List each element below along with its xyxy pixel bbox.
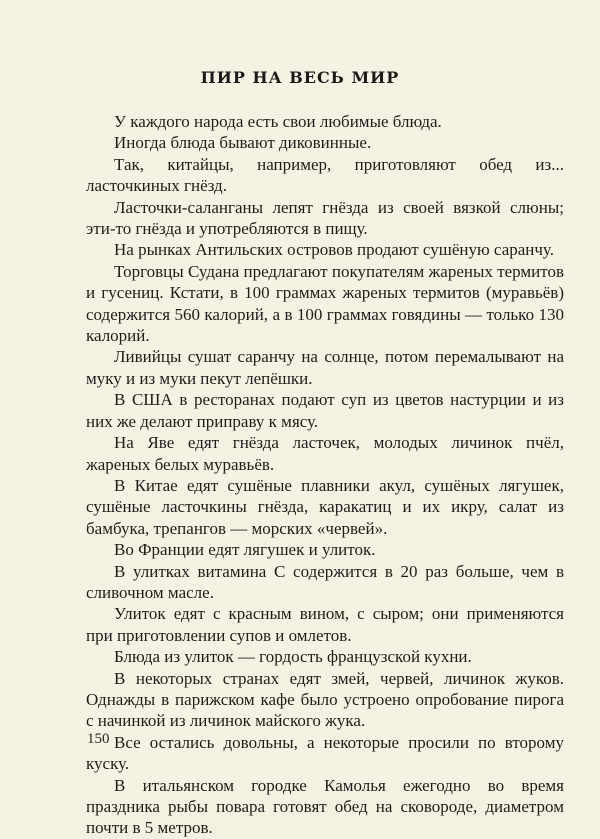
paragraph: На Яве едят гнёзда ласточек, молодых личинок пчёл, жареных белых муравьёв. (86, 433, 564, 474)
paragraph: В некоторых странах едят змей, червей, личинок жуков. Однажды в парижском кафе было устроено опробование пирога с начинкой из личинок майского жука. (86, 668, 564, 731)
paragraph: В Китае едят сушёные плавники акул, сушёных лягушек, сушёные ласточкины гнёзда, каракатиц и их икру, салат из бамбука, трепангов — морских «червей». (86, 475, 564, 538)
paragraph: Так, китайцы, например, приготовляют обед из... ласточкиных гнёзд. (86, 154, 564, 196)
paragraph: В США в ресторанах подают суп из цветов настурции и из них же делают приправу к мясу. (86, 390, 564, 431)
paragraph: Все остались довольны, а некоторые просили по второму куску. (86, 732, 564, 774)
paragraph: Иногда блюда бывают диковинные. (114, 133, 372, 153)
body-text (86, 111, 564, 839)
paragraph: На рынках Антильских островов продают сушёную саранчу. (114, 240, 554, 260)
page-title: ПИР НА ВЕСЬ МИР (200, 68, 400, 87)
paragraph: Торговцы Судана предлагают покупателям жареных термитов и гусениц. Кстати, в 100 граммах жареных термитов (муравьёв) содержится 560 калорий, а в 100 граммах говядины — только 130 калорий. (86, 261, 564, 346)
page-number: 150 (87, 731, 110, 747)
paragraph: Ливийцы сушат саранчу на солнце, потом перемалывают на муку и из муки пекут лепёшки. (86, 347, 564, 388)
paragraph: В итальянском городке Камолья ежегодно во время праздника рыбы повара готовят обед на сковороде, диаметром почти в 5 метров. (86, 775, 564, 838)
paragraph: Улиток едят с красным вином, с сыром; они применяются при приготовлении супов и омлетов. (86, 604, 564, 645)
paragraph: Ласточки-саланганы лепят гнёзда из своей вязкой слюны; эти-то гнёзда и употребляются в пищу. (86, 197, 564, 239)
paragraph: Во Франции едят лягушек и улиток. (114, 540, 376, 560)
paragraph: У каждого народа есть свои любимые блюда. (114, 112, 442, 131)
paragraph: Блюда из улиток — гордость французской кухни. (114, 647, 472, 667)
paragraph: В улитках витамина С содержится в 20 раз больше, чем в сливочном масле. (86, 561, 564, 602)
